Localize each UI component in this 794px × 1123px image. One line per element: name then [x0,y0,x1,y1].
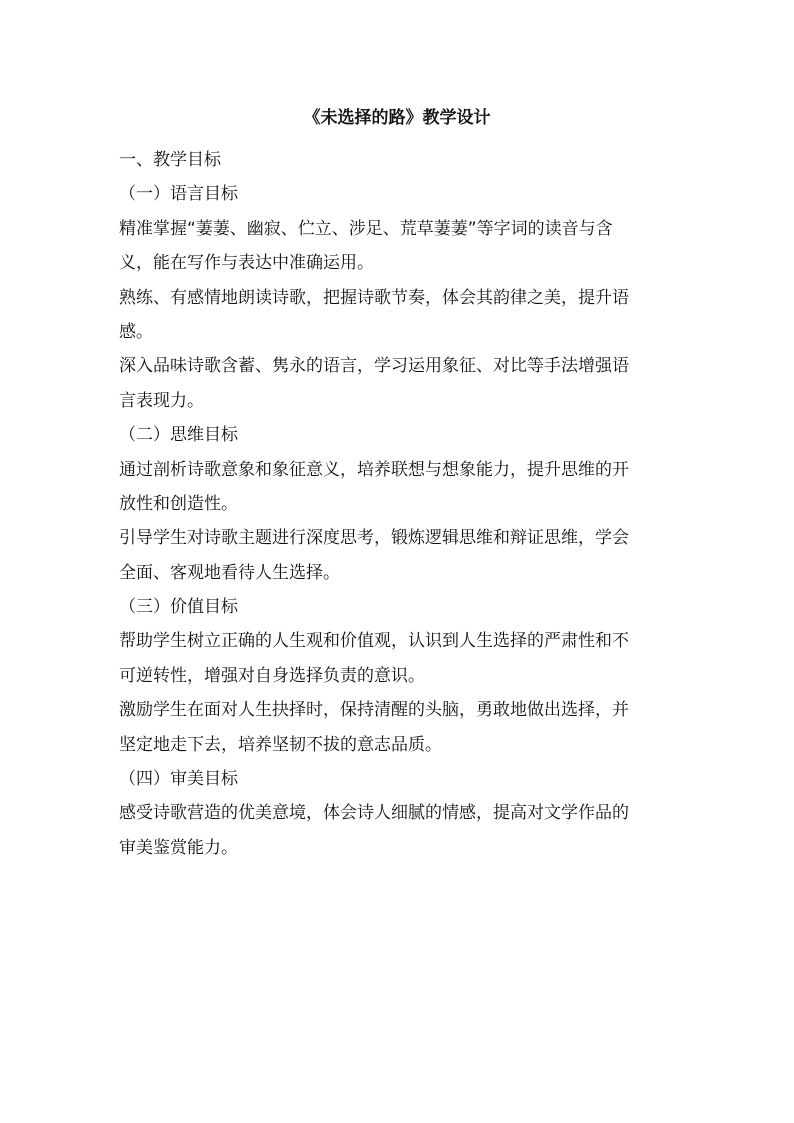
paragraph-line: 义，能在写作与表达中准确运用。 [119,253,374,274]
paragraph-line: 引导学生对诗歌主题进行深度思考，锻炼逻辑思维和辩证思维，学会 [119,528,629,549]
paragraph-line: 通过剖析诗歌意象和象征意义，培养联想与想象能力，提升思维的开 [119,459,629,480]
paragraph-line: 放性和创造性。 [119,493,238,514]
subsection-heading: （三）价值目标 [119,597,238,618]
paragraph-line: 全面、客观地看待人生选择。 [119,562,340,583]
paragraph-line: 审美鉴赏能力。 [119,837,238,858]
paragraph-line: 感。 [119,321,153,342]
paragraph-line: 帮助学生树立正确的人生观和价值观，认识到人生选择的严肃性和不 [119,631,629,652]
subsection-heading: （一）语言目标 [119,184,238,205]
paragraph-line: 可逆转性，增强对自身选择负责的意识。 [119,665,425,686]
paragraph-line: 深入品味诗歌含蓄、隽永的语言，学习运用象征、对比等手法增强语 [119,356,629,377]
paragraph-line: 言表现力。 [119,390,204,411]
paragraph-line: 激励学生在面对人生抉择时，保持清醒的头脑，勇敢地做出选择，并 [119,700,629,721]
document-body [119,143,681,865]
paragraph-line: 坚定地走下去，培养坚韧不拔的意志品质。 [119,734,442,755]
paragraph-line: 感受诗歌营造的优美意境，体会诗人细腻的情感，提高对文学作品的 [119,803,629,824]
subsection-heading: （二）思维目标 [119,425,238,446]
subsection-heading: （四）审美目标 [119,769,238,790]
section-heading: 一、教学目标 [119,150,221,170]
paragraph-line: 熟练、有感情地朗读诗歌，把握诗歌节奏，体会其韵律之美，提升语 [119,287,629,308]
paragraph-line: 精准掌握“萋萋、幽寂、伫立、涉足、荒草萋萋”等字词的读音与含 [119,218,613,239]
document-title: 《未选择的路》教学设计 [303,108,491,128]
